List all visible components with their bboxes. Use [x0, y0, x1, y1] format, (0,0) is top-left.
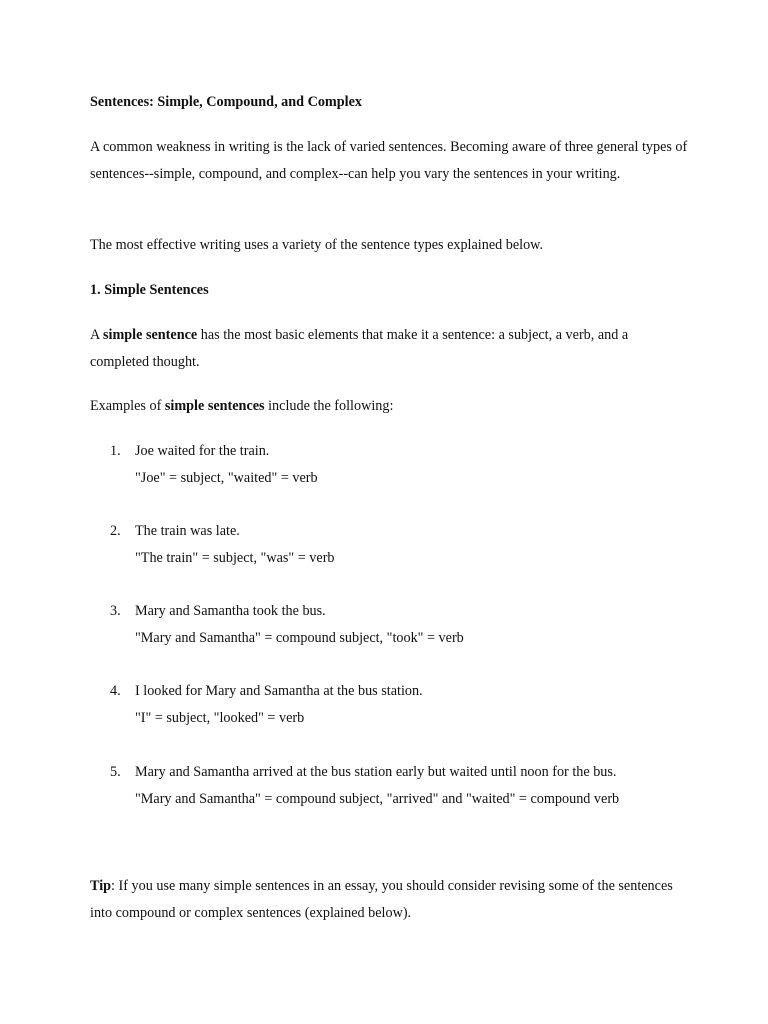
example-analysis: "I" = subject, "looked" = verb	[135, 710, 305, 726]
intro-paragraph-2: The most effective writing uses a variety of the sentence types explained below.	[90, 237, 544, 253]
example-number: 1.	[110, 443, 121, 459]
tip-text: : If you use many simple sentences in an essay, you should consider revising some of the sentences into compound or complex sentences (explained below).	[90, 878, 673, 921]
example-number: 2.	[110, 523, 121, 539]
example-sentence: The train was late.	[135, 523, 240, 539]
definition-term: simple sentence	[103, 327, 198, 343]
simple-sentence-definition	[90, 322, 690, 375]
example-sentence: Mary and Samantha arrived at the bus station early but waited until noon for the bus.	[135, 764, 617, 780]
example-number: 5.	[110, 764, 121, 780]
examples-intro	[90, 393, 690, 420]
examples-text: include the following:	[264, 398, 394, 414]
example-sentence: Joe waited for the train.	[135, 443, 270, 459]
example-sentence: Mary and Samantha took the bus.	[135, 603, 326, 619]
definition-text: has the most basic elements that make it a sentence: a subject, a verb, and a completed thought.	[90, 327, 629, 370]
section-heading-simple-sentences: 1. Simple Sentences	[90, 282, 209, 298]
example-number: 4.	[110, 683, 121, 699]
tip-label: Tip	[90, 878, 112, 894]
example-number: 3.	[110, 603, 121, 619]
example-analysis: "The train" = subject, "was" = verb	[135, 550, 335, 566]
document-title: Sentences: Simple, Compound, and Complex	[90, 94, 362, 110]
example-sentence: I looked for Mary and Samantha at the bus station.	[135, 683, 423, 699]
example-analysis: "Mary and Samantha" = compound subject, "arrived" and "waited" = compound verb	[135, 791, 620, 807]
examples-prefix: Examples of	[90, 398, 165, 414]
definition-prefix: A	[90, 327, 104, 343]
intro-paragraph: A common weakness in writing is the lack of varied sentences. Becoming aware of three general types of sentences--simple, compound, and complex--can help you vary the sentences in your writing.	[90, 139, 688, 182]
example-analysis: "Joe" = subject, "waited" = verb	[135, 470, 318, 486]
example-analysis: "Mary and Samantha" = compound subject, "took" = verb	[135, 630, 464, 646]
tip-paragraph	[90, 873, 690, 926]
examples-term: simple sentences	[164, 398, 265, 414]
